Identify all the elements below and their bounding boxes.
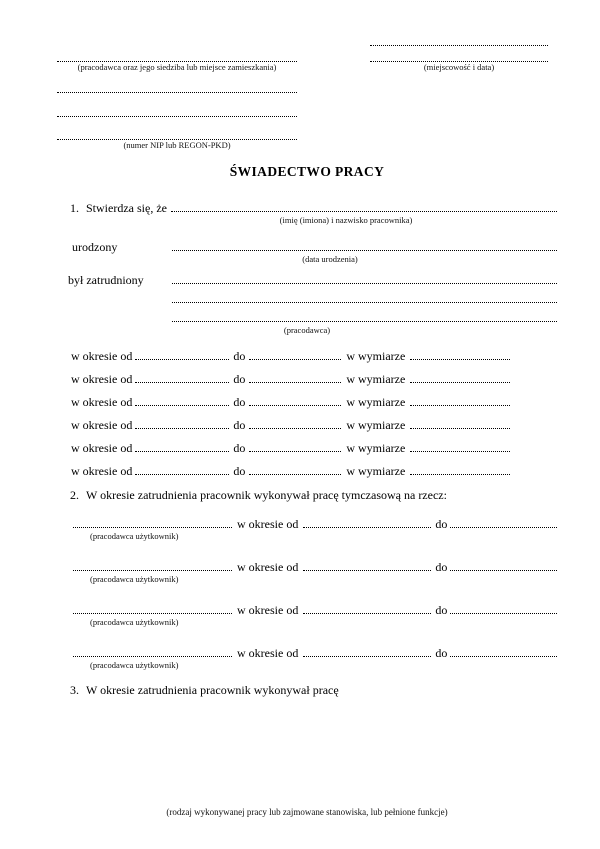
period-to-blank <box>249 451 341 452</box>
period-extent-label: w wymiarze <box>346 372 406 386</box>
period-extent-label: w wymiarze <box>346 349 406 363</box>
period-to-blank <box>249 405 341 406</box>
period-row <box>57 438 557 455</box>
temp-to-label: do <box>435 603 448 617</box>
period-from-blank <box>135 382 229 383</box>
place-date-blank-line-1 <box>370 36 548 46</box>
place-date-caption: (miejscowość i data) <box>423 62 495 72</box>
temp-work-block <box>57 557 557 585</box>
temp-work-block <box>57 600 557 628</box>
temp-from-label: w okresie od <box>237 517 299 531</box>
period-extent-blank <box>410 428 510 429</box>
employed-row <box>57 270 557 287</box>
temp-from-blank <box>303 527 431 528</box>
employer-name-blank-2 <box>172 302 557 303</box>
period-to-blank <box>249 382 341 383</box>
section2-heading <box>57 485 557 502</box>
period-from-label: w okresie od <box>71 441 133 455</box>
section2-number: 2. <box>70 488 79 502</box>
period-to-label: do <box>233 395 246 409</box>
employed-row-cont <box>172 289 557 306</box>
temp-from-label: w okresie od <box>237 603 299 617</box>
section1-number: 1. <box>70 201 79 215</box>
period-row <box>57 346 557 363</box>
temp-to-label: do <box>435 646 448 660</box>
birth-date-caption: (data urodzenia) <box>302 254 358 264</box>
temp-from-blank <box>303 613 431 614</box>
place-date-blank-line-2 <box>370 52 548 62</box>
user-employer-blank <box>73 613 232 614</box>
employer-blank-line-3 <box>57 107 297 117</box>
temp-to-blank <box>450 656 557 657</box>
temp-from-blank <box>303 570 431 571</box>
employed-row-cont <box>172 308 557 325</box>
temp-to-label: do <box>435 517 448 531</box>
temp-work-row <box>57 600 557 617</box>
temp-from-label: w okresie od <box>237 646 299 660</box>
period-row <box>57 369 557 386</box>
employer-name-blank-1 <box>172 283 557 284</box>
document-body <box>0 164 600 697</box>
employer-blank-line-1 <box>57 52 297 62</box>
document-header <box>0 0 600 160</box>
period-row <box>57 392 557 409</box>
page-title: ŚWIADECTWO PRACY <box>229 164 385 179</box>
temp-from-blank <box>303 656 431 657</box>
user-employer-caption: (pracodawca użytkownik) <box>90 574 179 584</box>
period-from-label: w okresie od <box>71 372 133 386</box>
employer-name-caption: (pracodawca) <box>283 325 331 335</box>
temp-work-row <box>57 643 557 660</box>
period-from-blank <box>135 359 229 360</box>
period-to-blank <box>249 474 341 475</box>
period-from-label: w okresie od <box>71 349 133 363</box>
user-employer-blank <box>73 570 232 571</box>
period-from-blank <box>135 405 229 406</box>
employed-label: był zatrudniony <box>68 273 144 287</box>
period-extent-label: w wymiarze <box>346 395 406 409</box>
period-extent-label: w wymiarze <box>346 464 406 478</box>
period-extent-label: w wymiarze <box>346 418 406 432</box>
period-to-blank <box>249 359 341 360</box>
period-from-label: w okresie od <box>71 418 133 432</box>
user-employer-blank <box>73 656 232 657</box>
user-employer-caption: (pracodawca użytkownik) <box>90 660 179 670</box>
employee-name-blank <box>171 211 557 212</box>
period-from-label: w okresie od <box>71 395 133 409</box>
employee-name-caption: (imię (imiona) i nazwisko pracownika) <box>279 215 413 225</box>
period-to-label: do <box>233 418 246 432</box>
period-to-label: do <box>233 441 246 455</box>
section3-number: 3. <box>70 683 79 697</box>
temp-to-blank <box>450 527 557 528</box>
nip-caption: (numer NIP lub REGON-PKD) <box>123 140 231 150</box>
nip-blank-line <box>57 130 297 140</box>
period-extent-blank <box>410 359 510 360</box>
user-employer-blank <box>73 527 232 528</box>
section3-heading-text: W okresie zatrudnienia pracownik wykonywał pracę <box>86 683 339 697</box>
period-to-label: do <box>233 464 246 478</box>
period-row <box>57 461 557 478</box>
period-extent-blank <box>410 405 510 406</box>
period-extent-label: w wymiarze <box>346 441 406 455</box>
temp-work-row <box>57 514 557 531</box>
temp-to-label: do <box>435 560 448 574</box>
period-extent-blank <box>410 451 510 452</box>
period-to-label: do <box>233 349 246 363</box>
temp-from-label: w okresie od <box>237 560 299 574</box>
period-from-blank <box>135 474 229 475</box>
section2-heading-text: W okresie zatrudnienia pracownik wykonywał pracę tymczasową na rzecz: <box>86 488 447 502</box>
temp-work-block <box>57 643 557 671</box>
place-date-block <box>370 36 548 73</box>
birth-date-blank <box>172 250 557 251</box>
period-from-blank <box>135 428 229 429</box>
user-employer-caption: (pracodawca użytkownik) <box>90 531 179 541</box>
statement-row <box>57 198 557 215</box>
temp-work-block <box>57 514 557 542</box>
user-employer-caption: (pracodawca użytkownik) <box>90 617 179 627</box>
work-type-caption: (rodzaj wykonywanej pracy lub zajmowane stanowiska, lub pełnione funkcje) <box>166 807 448 817</box>
temp-work-row <box>57 557 557 574</box>
temp-to-blank <box>450 613 557 614</box>
temp-to-blank <box>450 570 557 571</box>
employer-name-blank-3 <box>172 321 557 322</box>
period-to-label: do <box>233 372 246 386</box>
period-row <box>57 415 557 432</box>
employer-blank-line-2 <box>57 83 297 93</box>
period-from-blank <box>135 451 229 452</box>
period-from-label: w okresie od <box>71 464 133 478</box>
employer-caption: (pracodawca oraz jego siedziba lub miejsce zamieszkania) <box>77 62 277 72</box>
born-row <box>57 237 557 254</box>
period-extent-blank <box>410 474 510 475</box>
born-label: urodzony <box>72 240 118 254</box>
period-to-blank <box>249 428 341 429</box>
period-extent-blank <box>410 382 510 383</box>
employer-block <box>57 52 297 151</box>
statement-label: Stwierdza się, że <box>86 201 167 215</box>
section3-heading <box>57 680 557 697</box>
